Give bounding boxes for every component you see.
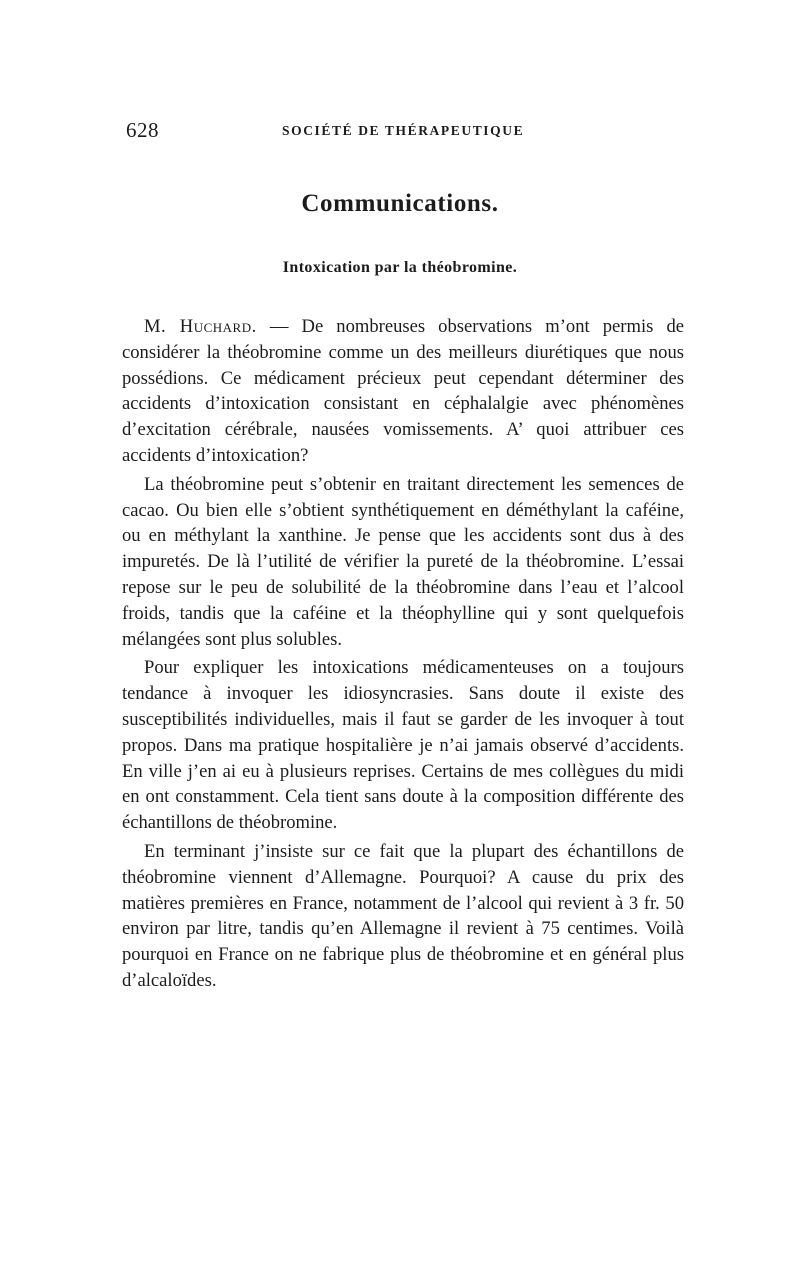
- section-title: Communications.: [301, 190, 499, 217]
- article-title: Intoxication par la théobromine.: [282, 259, 518, 276]
- paragraph: Pour expliquer les intoxications médicamenteuses on a toujours tendance à invoquer les idiosyncrasies. Sans doute il existe des susceptibilités individuelles, mais il faut se garder de les invoquer à tout propos. Dans ma pratique hospitalière je n’ai jamais observé d’accidents. En ville j’en ai eu à plusieurs reprises. Certains de mes collègues du midi en ont constamment. Cela tient sans doute à la composition différente des échantillons de théobromine.: [122, 657, 684, 834]
- paragraph: [122, 314, 684, 469]
- paragraph: La théobromine peut s’obtenir en traitant directement les semences de cacao. Ou bien elle s’obtient synthétiquement en déméthylant la caféine, ou en méthylant la xanthine. Je pense que les accidents sont dus à des impuretés. De là l’utilité de vérifier la pureté de la théobromine. L’essai repose sur le peu de solubilité de la théobromine dans l’eau et l’alcool froids, tandis que la caféine et la théophylline qui y sont quelquefois mélangées sont plus solubles.: [122, 473, 684, 650]
- paragraph-text: — De nombreuses observations m’ont permis de considérer la théobromine comme un des meilleurs diurétiques que nous possédions. Ce médicament précieux peut cependant déterminer des accidents d’intoxication consistant en céphalalgie avec phénomènes d’excitation cérébrale, nausées vomissements. A’ quoi attribuer ces accidents d’intoxication?: [122, 316, 684, 466]
- running-header: [126, 118, 686, 148]
- paragraph: En terminant j’insiste sur ce fait que la plupart des échantillons de théobromine viennent d’Allemagne. Pourquoi? A cause du prix des matières premières en France, notamment de l’alcool qui revient à 3 fr. 50 environ par litre, tandis qu’en Allemagne il revient à 75 centimes. Voilà pourquoi en France on ne fabrique plus de théobromine et en général plus d’alcaloïdes.: [122, 840, 684, 991]
- speaker-name: M. Huchard.: [144, 316, 257, 337]
- running-title: SOCIÉTÉ DE THÉRAPEUTIQUE: [282, 123, 525, 138]
- article-body: [122, 314, 684, 994]
- page-number: 628: [126, 118, 159, 142]
